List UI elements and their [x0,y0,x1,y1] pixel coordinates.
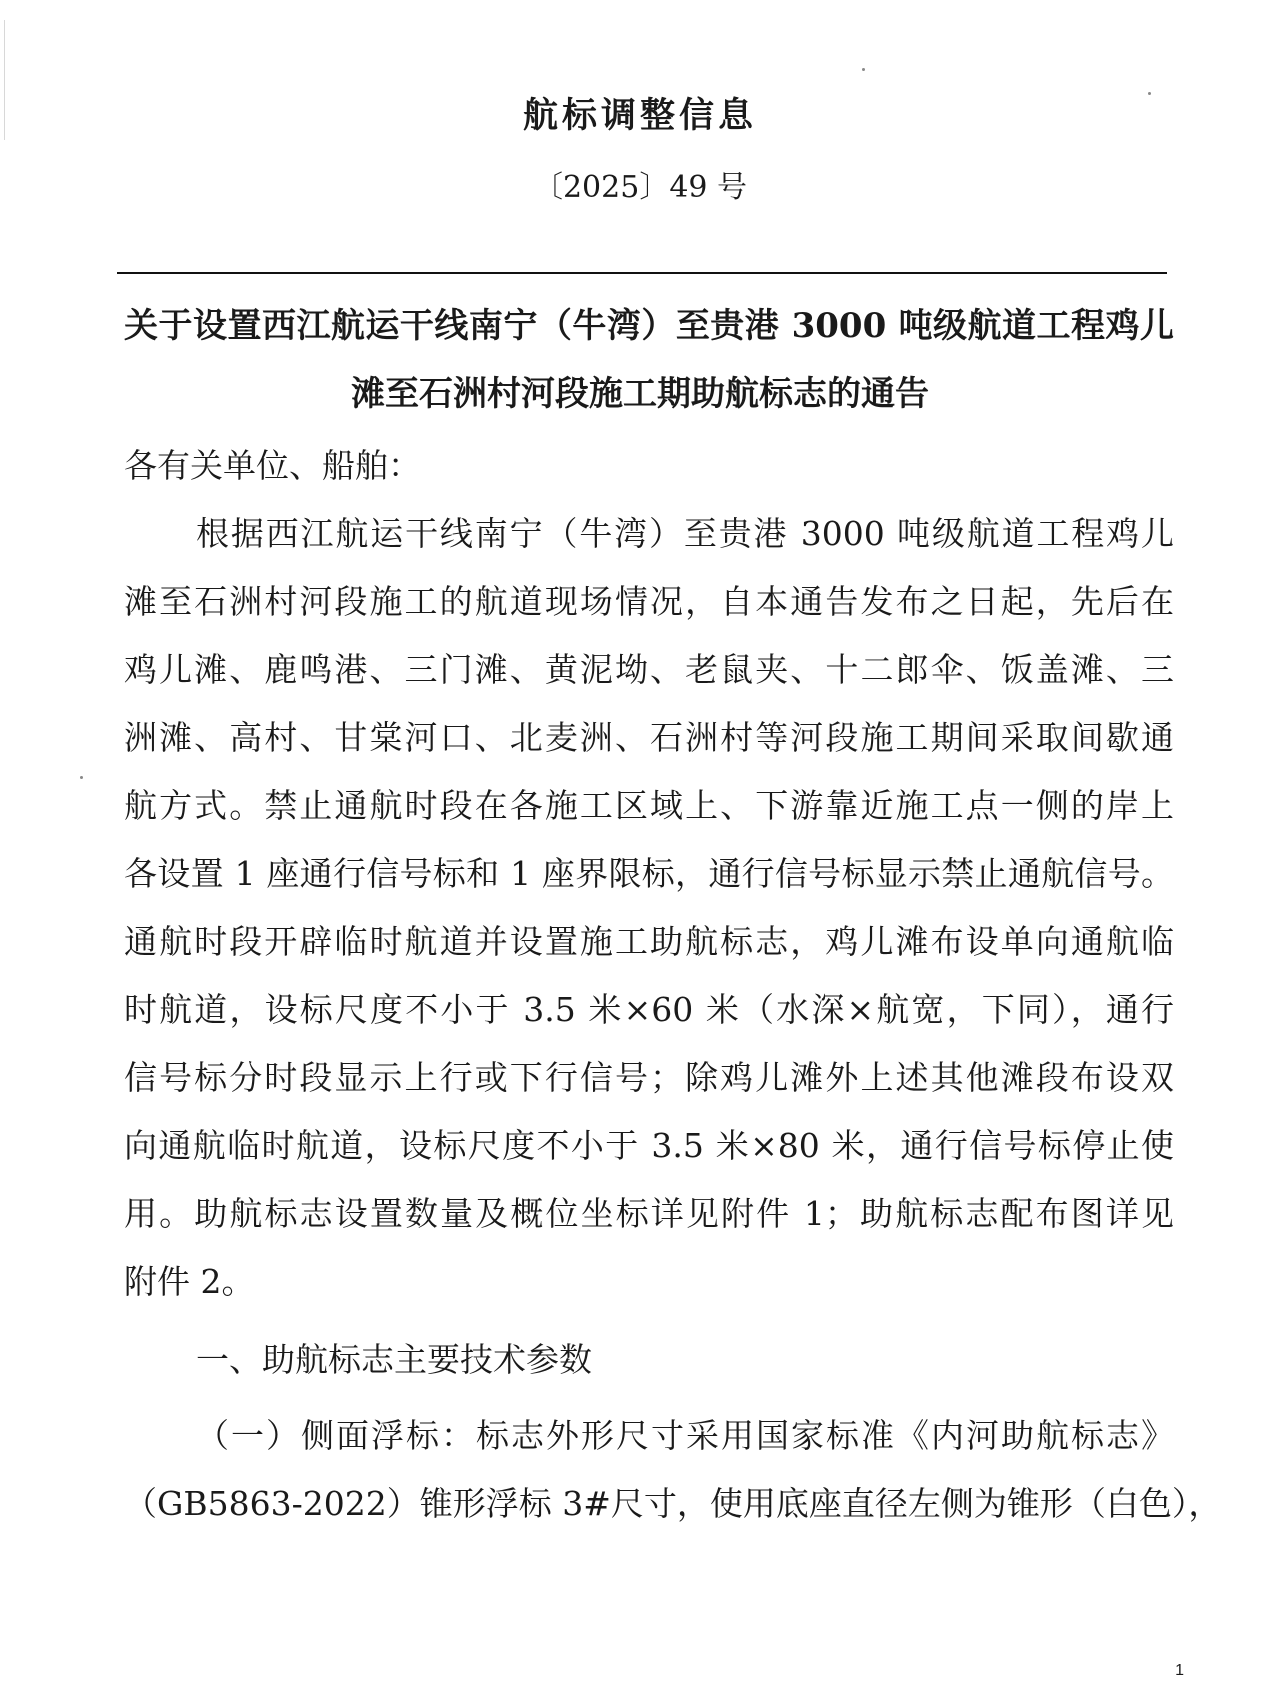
scan-speck [1148,92,1151,95]
subsection-line: （一）侧面浮标：标志外形尺寸采用国家标准《内河助航标志》 [196,1416,1174,1455]
subsection-line: （GB5863-2022）锥形浮标 3#尺寸，使用底座直径左侧为锥形（白色）， [124,1484,1222,1523]
section-heading: 一、助航标志主要技术参数 [196,1340,592,1379]
notice-title-line-1: 关于设置西江航运干线南宁（牛湾）至贵港 3000 吨级航道工程鸡儿 [124,306,1174,346]
body-line: 用。助航标志设置数量及概位坐标详见附件 1；助航标志配布图详见 [124,1194,1174,1233]
body-line: 各设置 1 座通行信号标和 1 座界限标，通行信号标显示禁止通航信号。 [124,854,1174,893]
scan-speck [862,68,865,71]
body-line: 滩至石洲村河段施工的航道现场情况，自本通告发布之日起，先后在 [124,582,1174,621]
body-line: 信号标分时段显示上行或下行信号；除鸡儿滩外上述其他滩段布设双 [124,1058,1174,1097]
body-line: 航方式。禁止通航时段在各施工区域上、下游靠近施工点一侧的岸上 [124,786,1174,825]
body-line: 鸡儿滩、鹿鸣港、三门滩、黄泥坳、老鼠夹、十二郎伞、饭盖滩、三 [124,650,1174,689]
scan-speck [80,776,83,779]
notice-title-line-2: 滩至石洲村河段施工期助航标志的通告 [351,374,929,414]
body-line: 通航时段开辟临时航道并设置施工助航标志，鸡儿滩布设单向通航临 [124,922,1174,961]
body-line: 时航道，设标尺度不小于 3.5 米×60 米（水深×航宽，下同），通行 [124,990,1174,1029]
body-line: 洲滩、高村、甘棠河口、北麦洲、石洲村等河段施工期间采取间歇通 [124,718,1174,757]
page-number: 1 [1175,1662,1184,1679]
document-number: 〔2025〕49 号 [532,170,748,205]
info-title: 航标调整信息 [522,95,757,136]
body-line: 根据西江航运干线南宁（牛湾）至贵港 3000 吨级航道工程鸡儿 [196,514,1174,553]
body-line: 向通航临时航道，设标尺度不小于 3.5 米×80 米，通行信号标停止使 [124,1126,1174,1165]
salutation: 各有关单位、船舶： [124,446,421,485]
body-line: 附件 2。 [124,1262,255,1301]
header-divider [117,272,1167,274]
